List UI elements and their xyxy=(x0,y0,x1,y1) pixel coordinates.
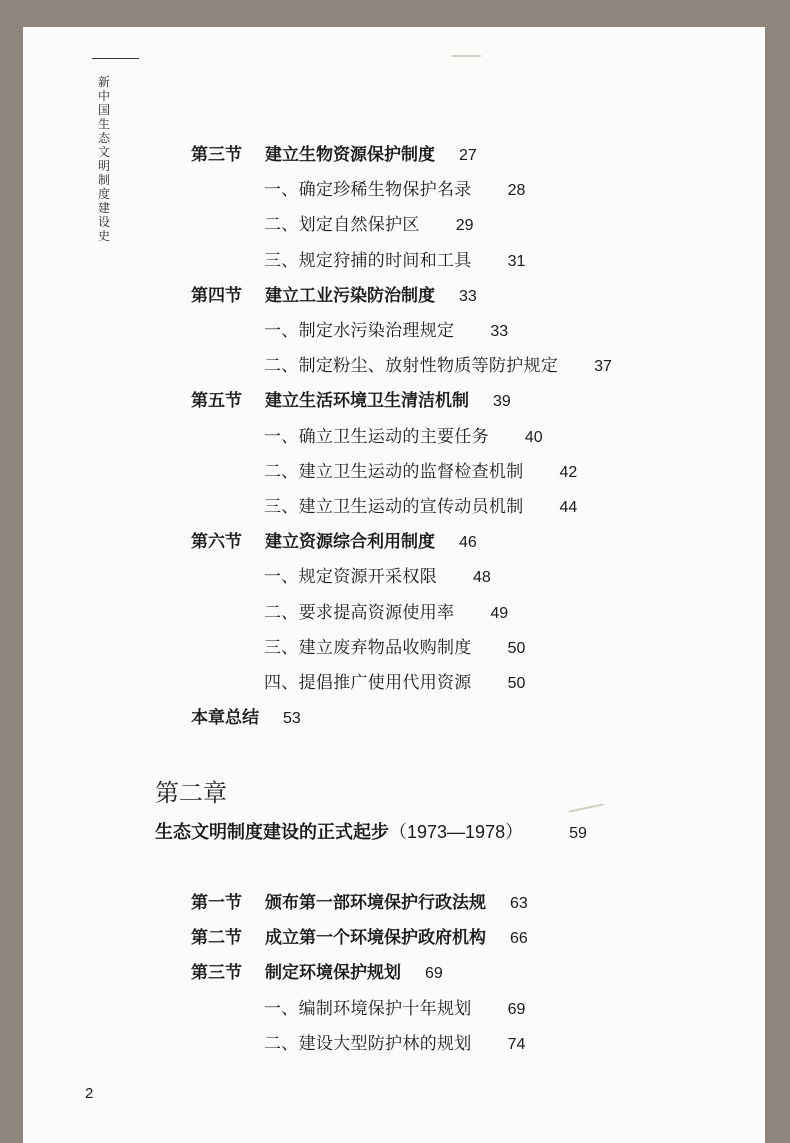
toc-section-title: 建立生物资源保护制度 xyxy=(265,145,435,165)
toc-section-title: 建立生活环境卫生清洁机制 xyxy=(265,391,469,412)
toc-page-number: 74 xyxy=(507,1035,526,1053)
toc-page-number: 31 xyxy=(507,252,526,270)
toc-section-label: 第五节 xyxy=(191,391,242,412)
toc-page-number: 40 xyxy=(524,428,543,446)
toc-subsection-title: 一、确立卫生运动的主要任务 xyxy=(264,426,489,447)
toc-subsection-title: 二、要求提高资源使用率 xyxy=(264,602,455,623)
chapter-label: 第二章 xyxy=(155,779,227,807)
toc-page-number: 33 xyxy=(490,323,509,340)
toc-subsection-entry xyxy=(264,251,525,271)
toc-page-number: 39 xyxy=(493,393,511,411)
toc-subsection-entry xyxy=(264,462,577,482)
toc-page-number: 66 xyxy=(510,930,528,948)
toc-subsection-title: 一、编制环境保护十年规划 xyxy=(264,998,472,1019)
toc-section-title: 建立工业污染防治制度 xyxy=(265,285,435,306)
chapter-title-line xyxy=(155,821,587,845)
toc-summary-entry xyxy=(191,708,301,728)
toc-subsection-title: 三、规定狩捕的时间和工具 xyxy=(264,250,472,271)
toc-subsection-entry xyxy=(264,321,508,341)
toc-subsection-title: 一、规定资源开采权限 xyxy=(264,567,437,588)
toc-section-title: 颁布第一部环境保护行政法规 xyxy=(265,893,486,913)
toc-page-number: 63 xyxy=(510,895,528,912)
toc-subsection-entry xyxy=(264,427,543,447)
toc-page-number: 69 xyxy=(425,965,443,983)
toc-page-number: 27 xyxy=(459,147,477,164)
toc-subsection-title: 二、建立卫生运动的监督检查机制 xyxy=(264,461,524,482)
toc-section-title: 制定环境保护规划 xyxy=(265,963,401,984)
toc-page-number: 44 xyxy=(559,499,578,516)
toc-section-label: 第一节 xyxy=(191,893,242,913)
toc-subsection-entry xyxy=(264,497,577,517)
toc-page-number: 46 xyxy=(459,534,477,552)
toc-page-number: 48 xyxy=(473,569,491,587)
toc-section-entry xyxy=(191,963,443,983)
toc-subsection-title: 一、确定珍稀生物保护名录 xyxy=(264,180,472,201)
toc-subsection-title: 四、提倡推广使用代用资源 xyxy=(264,673,472,693)
toc-subsection-entry xyxy=(264,356,612,376)
toc-page-number: 69 xyxy=(507,1000,526,1018)
toc-subsection-entry xyxy=(264,673,525,693)
toc-page-number: 29 xyxy=(455,217,474,235)
toc-section-label: 第三节 xyxy=(191,145,242,165)
book-page xyxy=(23,27,765,1143)
toc-page-number: 37 xyxy=(594,358,612,376)
page-number: 2 xyxy=(85,1085,94,1102)
toc-section-title: 成立第一个环境保护政府机构 xyxy=(265,928,486,949)
toc-section-entry xyxy=(191,391,511,411)
toc-section-title: 本章总结 xyxy=(191,708,259,729)
toc-section-title: 建立资源综合利用制度 xyxy=(265,532,435,553)
chapter-page-number: 59 xyxy=(569,825,587,842)
toc-subsection-title: 二、建设大型防护林的规划 xyxy=(264,1033,472,1054)
toc-subsection-title: 三、建立卫生运动的宣传动员机制 xyxy=(264,497,524,517)
toc-section-entry xyxy=(191,532,477,552)
toc-subsection-title: 三、建立废弃物品收购制度 xyxy=(264,637,472,658)
chapter-years: （1973—1978） xyxy=(389,822,524,842)
toc-page-number: 53 xyxy=(283,710,301,728)
toc-subsection-title: 二、划定自然保护区 xyxy=(264,215,420,236)
toc-page-number: 42 xyxy=(559,463,578,481)
toc-subsection-entry xyxy=(264,603,508,623)
toc-section-label: 第二节 xyxy=(191,928,242,949)
table-of-contents xyxy=(23,27,765,1143)
toc-page-number: 28 xyxy=(507,182,526,200)
toc-page-number: 49 xyxy=(490,604,509,622)
toc-subsection-entry xyxy=(264,638,525,658)
toc-section-entry xyxy=(191,928,528,948)
toc-subsection-title: 一、制定水污染治理规定 xyxy=(264,321,455,341)
toc-page-number: 50 xyxy=(507,675,526,692)
toc-section-entry xyxy=(191,893,528,913)
running-head: 新中国生态文明制度建设史 xyxy=(98,75,111,243)
toc-section-label: 第三节 xyxy=(191,963,242,984)
toc-section-label: 第六节 xyxy=(191,532,242,553)
toc-subsection-entry xyxy=(264,999,525,1019)
toc-page-number: 33 xyxy=(459,287,477,305)
toc-section-label: 第四节 xyxy=(191,285,242,306)
toc-subsection-entry xyxy=(264,180,525,200)
toc-section-entry xyxy=(191,286,477,306)
toc-subsection-entry xyxy=(264,215,474,235)
chapter-title: 生态文明制度建设的正式起步 xyxy=(155,822,389,843)
toc-subsection-entry xyxy=(264,567,491,587)
toc-page-number: 50 xyxy=(507,639,526,657)
toc-subsection-title: 二、制定粉尘、放射性物质等防护规定 xyxy=(264,356,559,377)
toc-subsection-entry xyxy=(264,1034,525,1054)
toc-section-entry xyxy=(191,145,477,165)
